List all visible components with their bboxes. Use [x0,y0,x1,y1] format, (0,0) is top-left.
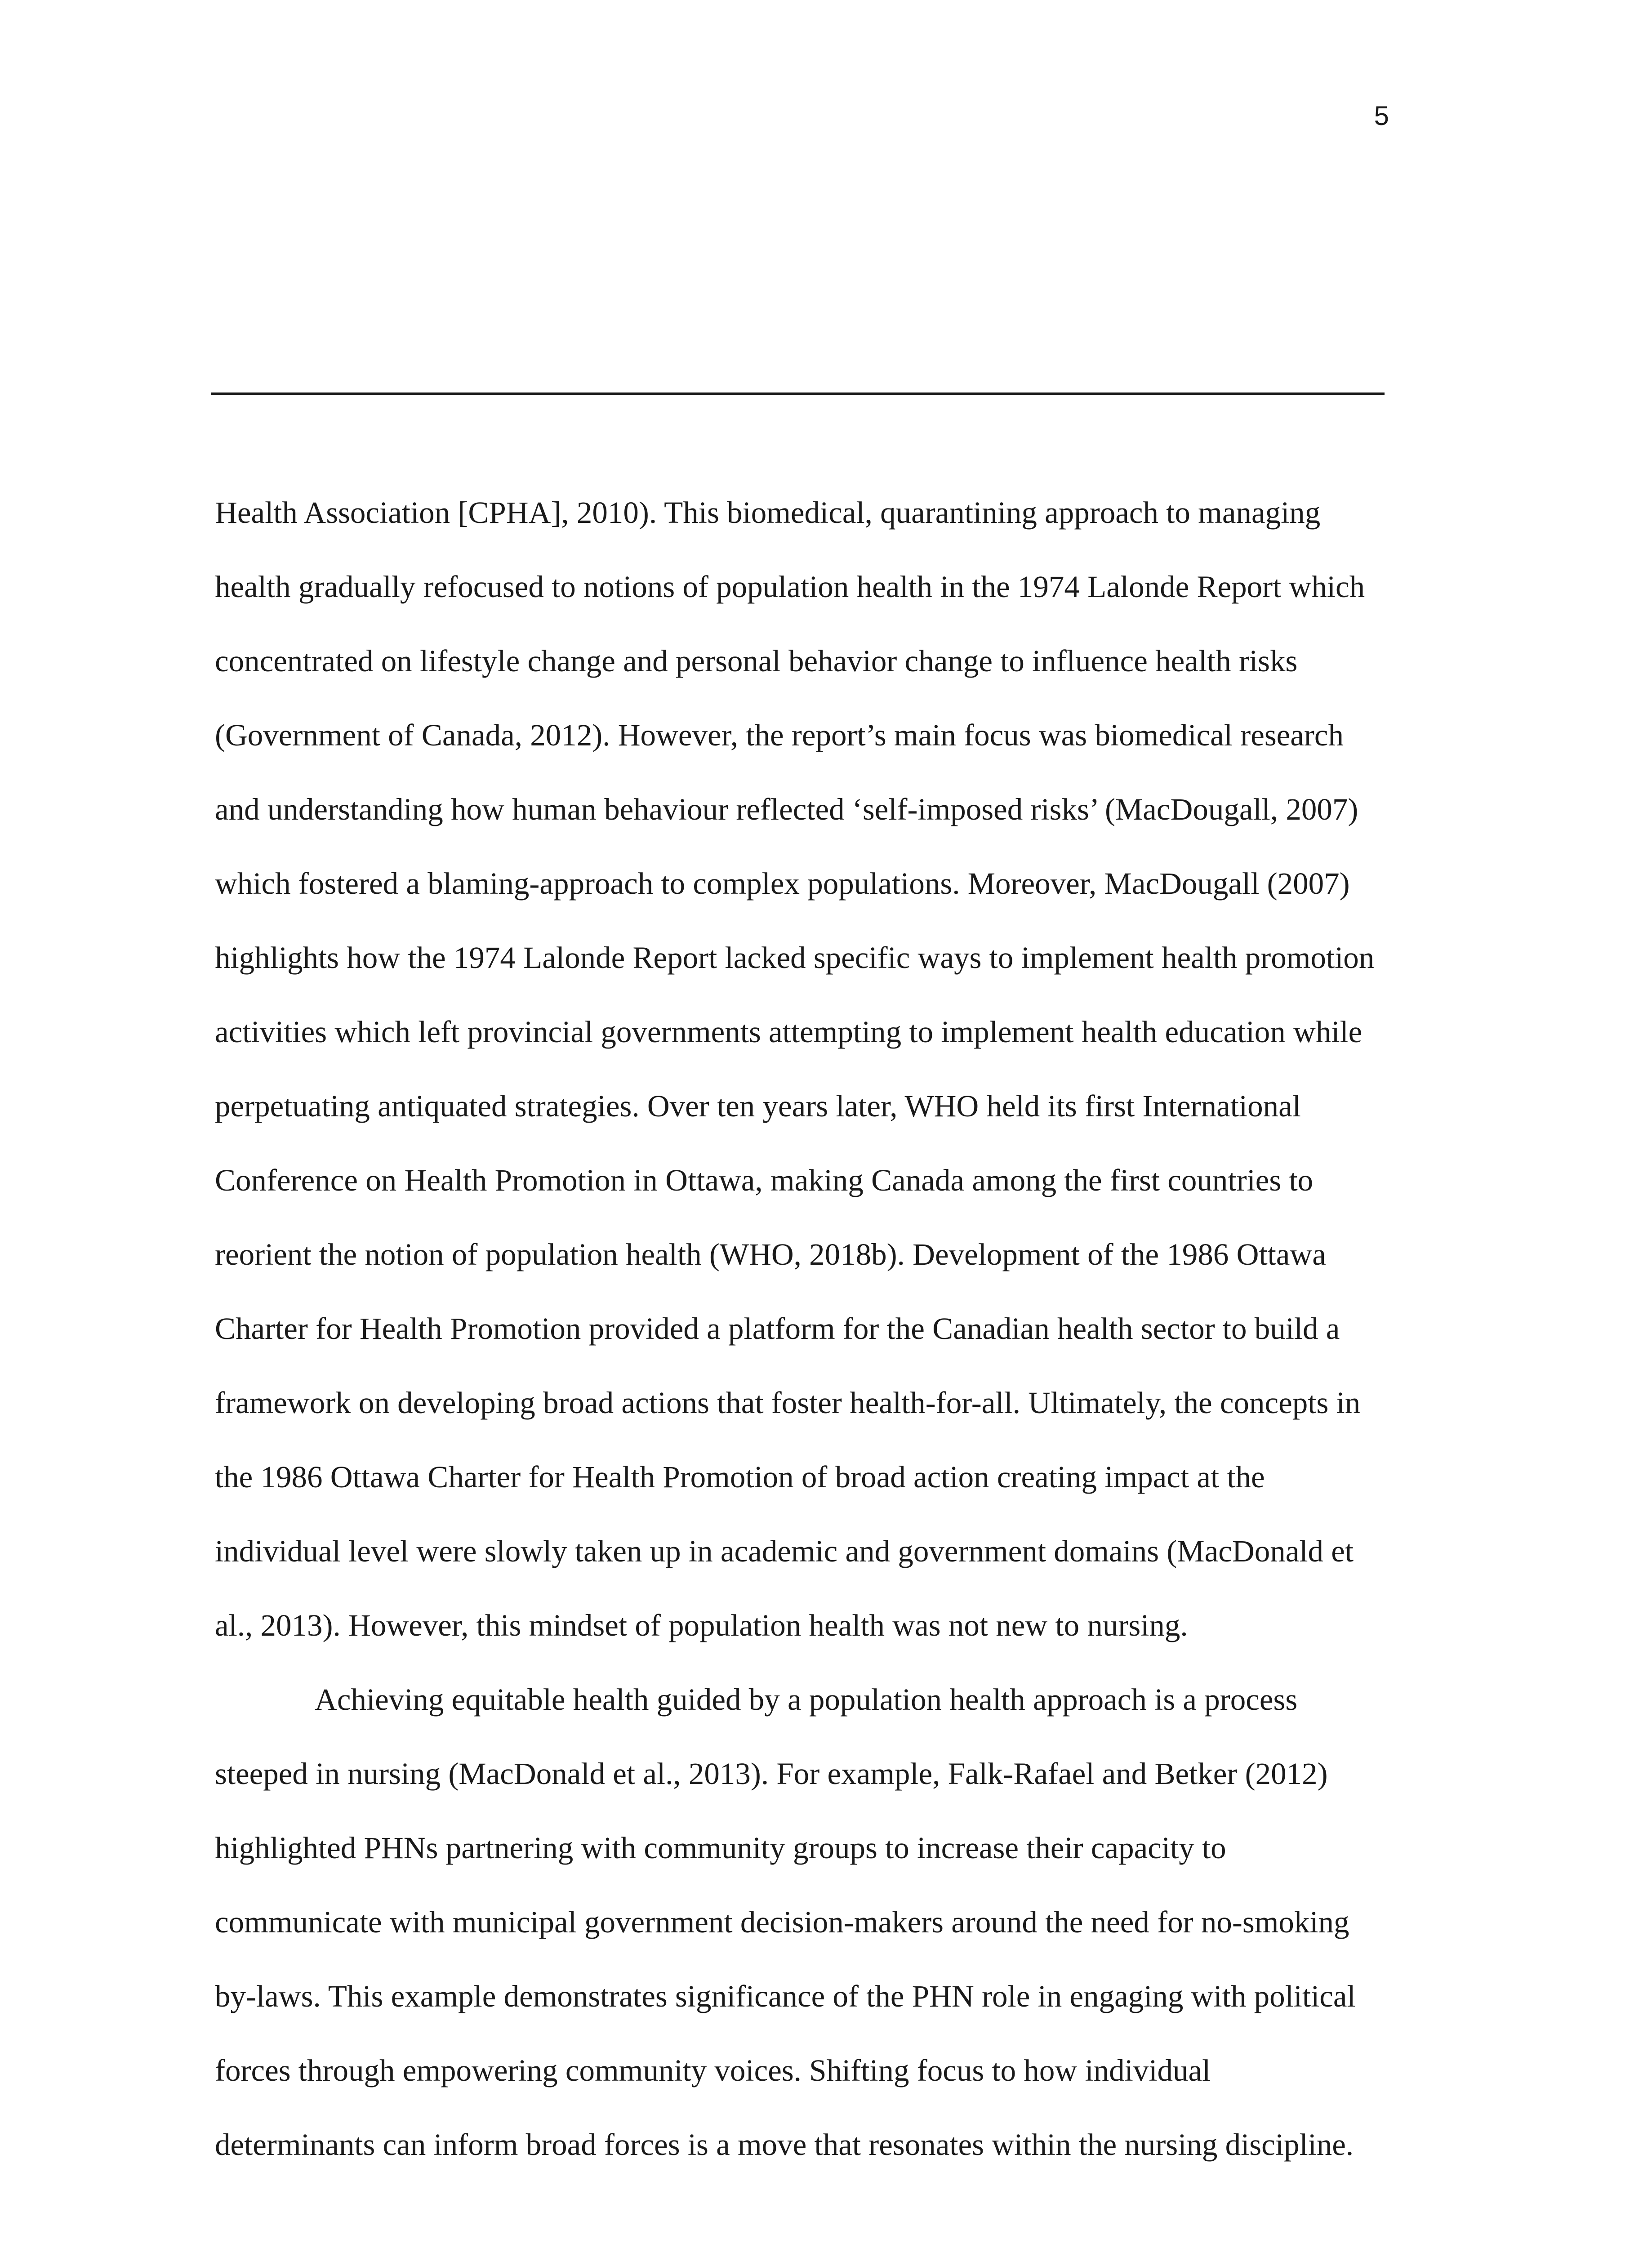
text-line: framework on developing broad actions that foster health-for-all. Ultimately, the concepts in [215,1386,1361,1420]
text-line: and understanding how human behaviour reflected ‘self-imposed risks’ (MacDougall, 2007) [215,792,1358,826]
text-line: health gradually refocused to notions of population health in the 1974 Lalonde Report which [215,570,1365,604]
text-line: individual level were slowly taken up in academic and government domains (MacDonald et [215,1534,1354,1568]
text-line: perpetuating antiquated strategies. Over ten years later, WHO held its first International [215,1089,1301,1123]
text-line: the 1986 Ottawa Charter for Health Promotion of broad action creating impact at the [215,1460,1265,1494]
text-line: steeped in nursing (MacDonald et al., 2013). For example, Falk-Rafael and Betker (2012) [215,1757,1328,1791]
text-line: concentrated on lifestyle change and personal behavior change to influence health risks [215,644,1298,678]
paragraph-1 [215,495,1563,1682]
text-line: highlights how the 1974 Lalonde Report lacked specific ways to implement health promotion [215,941,1375,975]
text-line: highlighted PHNs partnering with community groups to increase their capacity to [215,1831,1226,1865]
text-line: Charter for Health Promotion provided a platform for the Canadian health sector to build a [215,1311,1340,1346]
text-line: Achieving equitable health guided by a population health approach is a process [315,1682,1298,1717]
text-line: activities which left provincial governments attempting to implement health education while [215,1015,1363,1049]
text-line: Health Association [CPHA], 2010). This biomedical, quarantining approach to managing [215,495,1321,530]
page-number: 5 [1374,101,1389,131]
text-line: reorient the notion of population health (WHO, 2018b). Development of the 1986 Ottawa [215,1237,1326,1271]
text-line: al., 2013). However, this mindset of population health was not new to nursing. [215,1608,1188,1642]
text-line: by-laws. This example demonstrates significance of the PHN role in engaging with political [215,1979,1356,2013]
text-line: forces through empowering community voices. Shifting focus to how individual [215,2053,1211,2087]
document-body [215,495,1563,2201]
horizontal-rule [211,393,1385,395]
text-line: Conference on Health Promotion in Ottawa, making Canada among the first countries to [215,1163,1314,1197]
paragraph-2 [215,1682,1563,2201]
text-line: communicate with municipal government decision-makers around the need for no-smoking [215,1905,1349,1939]
text-line: which fostered a blaming-approach to complex populations. Moreover, MacDougall (2007) [215,866,1350,901]
text-line: (Government of Canada, 2012). However, the report’s main focus was biomedical research [215,718,1344,752]
text-line: determinants can inform broad forces is a move that resonates within the nursing discipline. [215,2128,1354,2162]
